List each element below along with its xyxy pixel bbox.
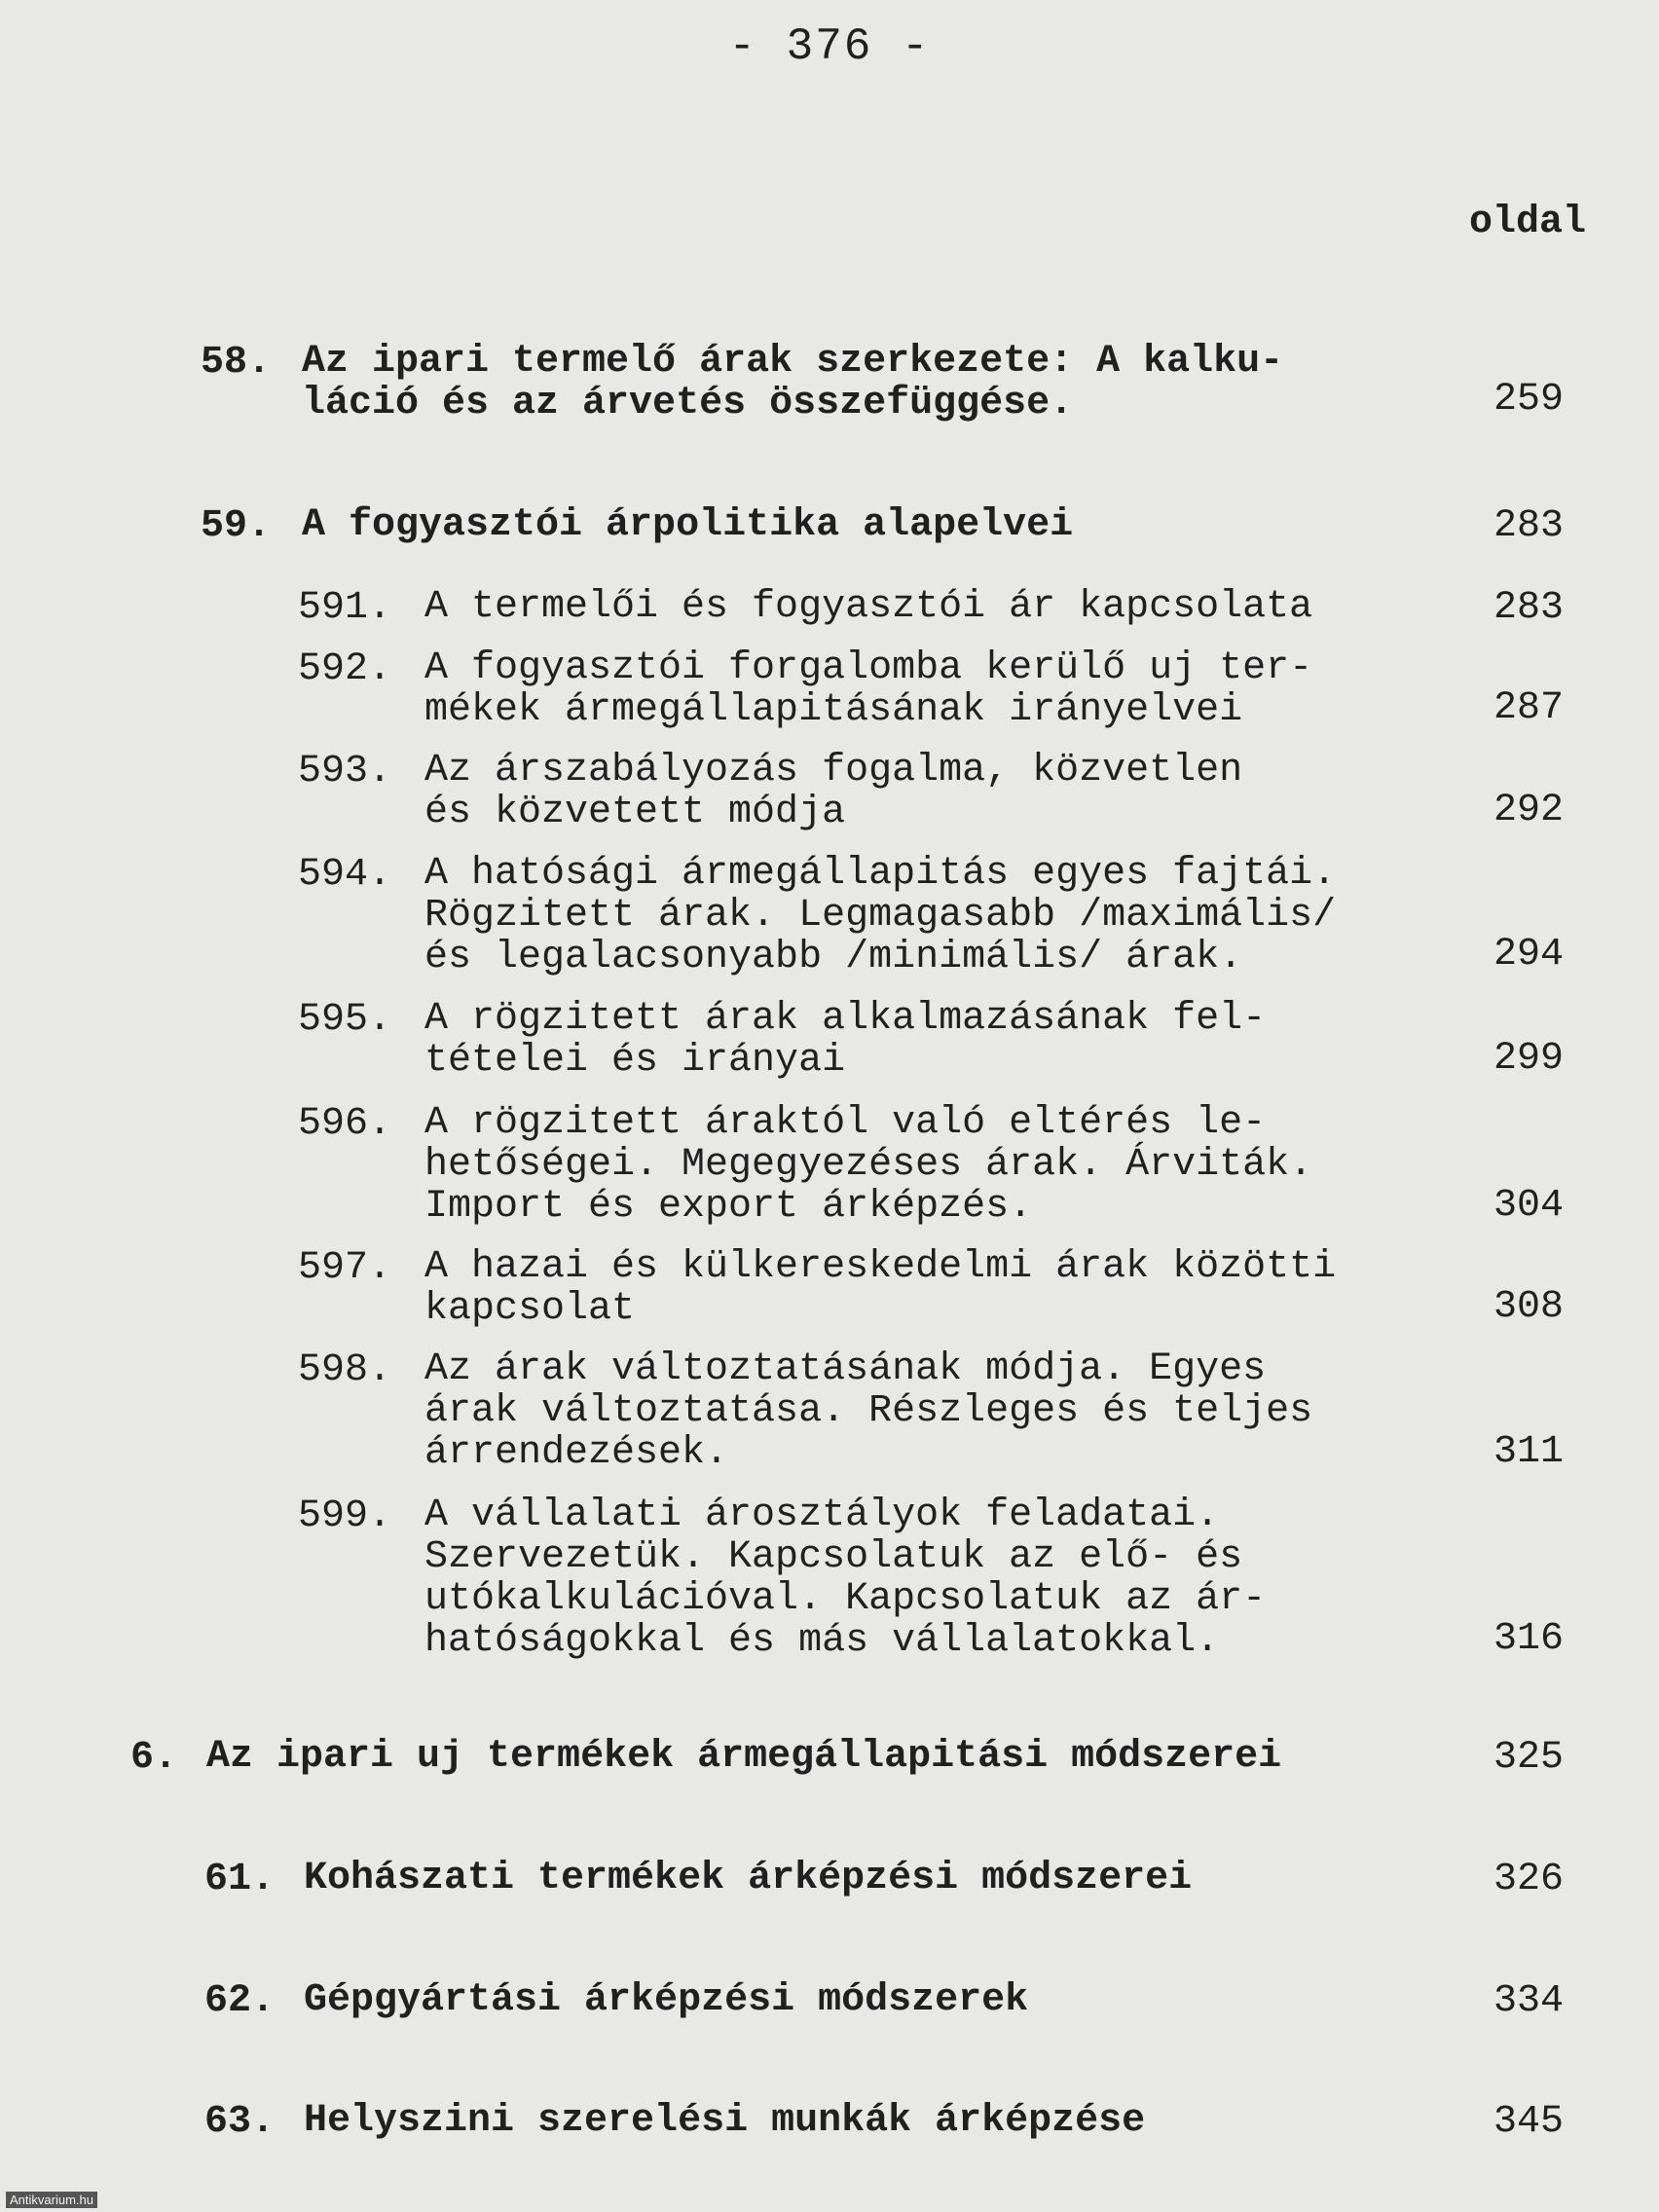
entry-title [206, 1736, 1281, 1778]
entry-title-line: árak változtatása. Részleges és teljes [424, 1389, 1313, 1433]
entry-number: 597. [298, 1246, 392, 1290]
entry-title [424, 1348, 1312, 1474]
entry-title-line: A rögzitett áraktól való eltérés le- [424, 1101, 1267, 1145]
entry-title-line: A hazai és külkereskedelmi árak közötti [424, 1245, 1337, 1289]
entry-title [304, 1979, 1028, 2021]
entry-page: 345 [1493, 2100, 1564, 2144]
entry-title-line: hatóságokkal és más vállalatokkal. [424, 1619, 1220, 1663]
entry-title [304, 2100, 1145, 2142]
entry-title-line: Az árak változtatásának módja. Egyes [424, 1347, 1267, 1391]
entry-number: 63. [204, 2100, 276, 2144]
entry-title [424, 1494, 1266, 1662]
entry-title-line: tételei és irányai [424, 1039, 846, 1083]
entry-number: 591. [298, 586, 392, 630]
entry-title-line: A termelői és fogyasztói ár kapcsolata [424, 585, 1313, 629]
entry-number: 58. [201, 341, 272, 385]
entry-page: 299 [1493, 1037, 1564, 1081]
entry-title-line: Az ipari termelő árak szerkezete: A kalku- [302, 340, 1284, 384]
entry-title [302, 341, 1283, 424]
entry-title-line: Az ipari uj termékek ármegállapitási módszerei [206, 1735, 1282, 1779]
entry-title-line: A rögzitett árak alkalmazásának fel- [424, 997, 1267, 1041]
entry-title-line: mékek ármegállapitásának irányelvei [424, 688, 1243, 732]
entry-number: 61. [204, 1858, 276, 1901]
entry-title-line: Gépgyártási árképzési módszerek [304, 1978, 1029, 2022]
entry-title [424, 998, 1266, 1082]
page-number: - 376 - [728, 21, 931, 72]
entry-page: 308 [1493, 1285, 1564, 1329]
source-watermark: Antikvarium.hu [6, 2192, 97, 2208]
entry-number: 599. [298, 1494, 392, 1538]
entry-title-line: Szervezetük. Kapcsolatuk az elő- és [424, 1535, 1243, 1579]
entry-number: 596. [298, 1102, 392, 1146]
entry-title-line: A fogyasztói forgalomba kerülő uj ter- [424, 646, 1313, 690]
entry-page: 316 [1493, 1617, 1564, 1661]
entry-title [424, 750, 1242, 833]
entry-page: 259 [1493, 378, 1564, 422]
entry-page: 325 [1493, 1736, 1564, 1780]
entry-title-line: és közvetett módja [424, 791, 846, 834]
entry-number: 592. [298, 647, 392, 691]
entry-page: 334 [1493, 1979, 1564, 2023]
entry-title-line: Rögzitett árak. Legmagasabb /maximális/ [424, 894, 1337, 938]
entry-page: 292 [1493, 789, 1564, 832]
entry-page: 283 [1493, 504, 1564, 548]
entry-page: 311 [1493, 1430, 1564, 1474]
entry-page: 326 [1493, 1858, 1564, 1901]
entry-number: 593. [298, 750, 392, 793]
entry-title-line: Helyszini szerelési munkák árképzése [304, 2099, 1146, 2143]
entry-title-line: A vállalati árosztályok feladatai. [424, 1493, 1220, 1537]
entry-number: 595. [298, 998, 392, 1042]
entry-number: 62. [204, 1979, 276, 2023]
entry-title-line: és legalacsonyabb /minimális/ árak. [424, 936, 1243, 979]
entry-title-line: hetőségei. Megegyezéses árak. Árviták. [424, 1143, 1313, 1187]
entry-title-line: árrendezések. [424, 1431, 729, 1475]
entry-page: 283 [1493, 586, 1564, 630]
entry-number: 598. [298, 1348, 392, 1392]
entry-number: 59. [201, 504, 272, 548]
entry-title-line: Az árszabályozás fogalma, közvetlen [424, 749, 1243, 793]
entry-title-line: Kohászati termékek árképzési módszerei [304, 1857, 1193, 1900]
entry-title [424, 853, 1336, 978]
entry-title-line: kapcsolat [424, 1287, 636, 1331]
entry-title-line: A fogyasztói árpolitika alapelvei [302, 503, 1074, 547]
entry-title [304, 1858, 1192, 1899]
entry-number: 6. [130, 1736, 178, 1780]
entry-title-line: A hatósági ármegállapitás egyes fajtái. [424, 852, 1337, 896]
entry-title-line: utókalkulációval. Kapcsolatuk az ár- [424, 1577, 1267, 1621]
entry-title [424, 586, 1312, 628]
entry-title [424, 1246, 1336, 1330]
entry-title [424, 1102, 1312, 1228]
entry-page: 304 [1493, 1184, 1564, 1228]
page-column-header: oldal [1468, 201, 1586, 244]
entry-title [302, 504, 1073, 546]
entry-title-line: láció és az árvetés összefüggése. [302, 382, 1074, 425]
entry-number: 594. [298, 853, 392, 897]
entry-page: 294 [1493, 933, 1564, 977]
entry-page: 287 [1493, 686, 1564, 730]
entry-title-line: Import és export árképzés. [424, 1185, 1033, 1229]
entry-title [424, 647, 1312, 731]
